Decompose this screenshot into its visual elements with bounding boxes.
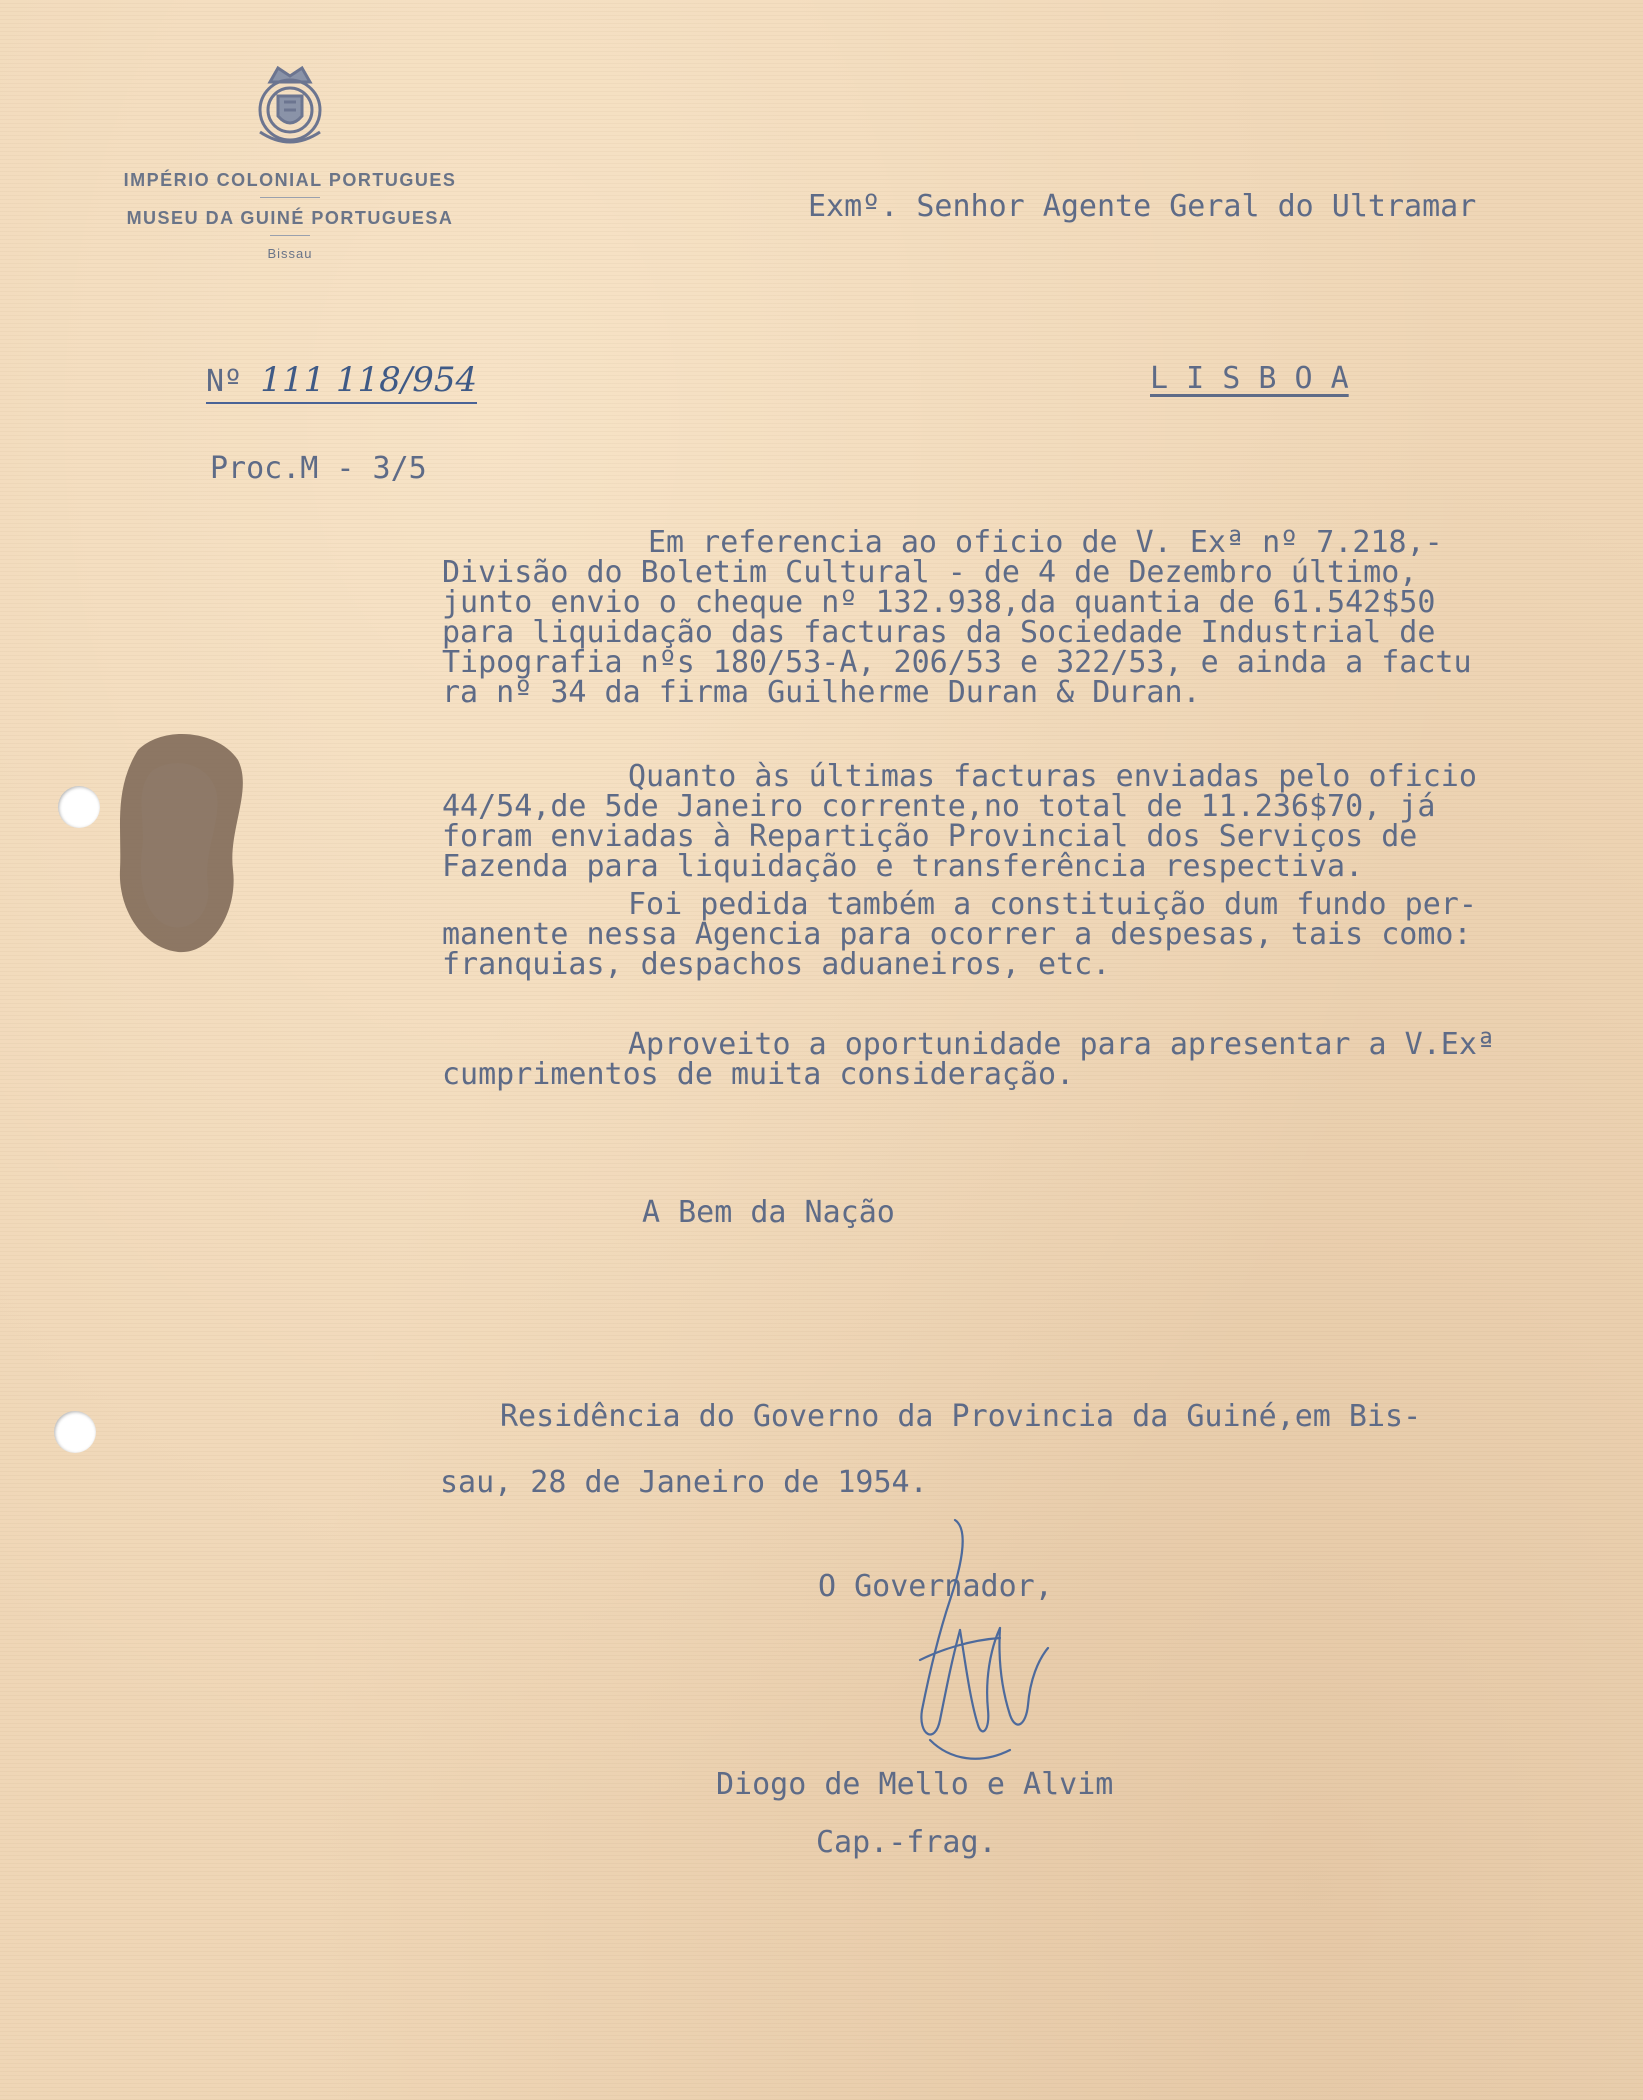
letterhead-divider xyxy=(260,197,320,198)
body-line: foram enviadas à Repartição Provincial dos Serviços de xyxy=(442,819,1418,854)
portuguese-coat-of-arms-icon xyxy=(250,60,330,152)
letterhead-line-museum: MUSEU DA GUINÉ PORTUGUESA xyxy=(126,208,454,228)
body-line: Tipografia nºs 180/53-A, 206/53 e 322/53, e ainda a factu xyxy=(442,645,1472,680)
closing-role: O Governador, xyxy=(818,1569,1053,1604)
punch-hole-bottom xyxy=(54,1411,96,1453)
paragraph-invoices xyxy=(442,759,1592,884)
body-line: Aproveito a oportunidade para apresentar a V.Exª xyxy=(628,1027,1495,1062)
addressee-title: Exmº. Senhor Agente Geral do Ultramar xyxy=(808,189,1477,224)
addressee-city: L I S B O A xyxy=(1150,361,1349,396)
reference-number-label: Nº xyxy=(206,364,243,399)
reference-number-handwritten: 111 118/954 xyxy=(260,360,478,400)
body-line: Em referencia ao oficio de V. Exª nº 7.218,- xyxy=(648,525,1443,560)
paper-stain xyxy=(108,720,253,960)
closing-place-line-1: Residência do Governo da Provincia da Guiné,em Bis- xyxy=(500,1399,1422,1434)
body-line: franquias, despachos aduaneiros, etc. xyxy=(442,947,1111,982)
body-line: Fazenda para liquidação e transferência respectiva. xyxy=(442,849,1364,884)
letterhead-divider xyxy=(270,235,310,236)
body-line: 44/54,de 5de Janeiro corrente,no total de 11.236$70, já xyxy=(442,789,1436,824)
paragraph-fund xyxy=(442,887,1592,982)
body-line: ra nº 34 da firma Guilherme Duran & Duran. xyxy=(442,675,1201,710)
signatory-rank: Cap.-frag. xyxy=(816,1825,997,1860)
body-line: para liquidação das facturas da Sociedade Industrial de xyxy=(442,615,1436,650)
letterhead xyxy=(60,60,520,261)
reference-number xyxy=(206,360,477,404)
process-reference: Proc.M - 3/5 xyxy=(210,451,427,486)
closing-place-line-2: sau, 28 de Janeiro de 1954. xyxy=(440,1465,928,1500)
body-line: cumprimentos de muita consideração. xyxy=(442,1057,1075,1092)
body-line: manente nessa Agencia para ocorrer a despesas, tais como: xyxy=(442,917,1472,952)
body-line: junto envio o cheque nº 132.938,da quantia de 61.542$50 xyxy=(442,585,1436,620)
paragraph-cheque xyxy=(442,525,1592,710)
body-line: Quanto às últimas facturas enviadas pelo oficio xyxy=(628,759,1477,794)
paragraph-greeting xyxy=(442,1027,1592,1092)
punch-hole-top xyxy=(58,786,100,828)
body-line: Divisão do Boletim Cultural - de 4 de Dezembro último, xyxy=(442,555,1418,590)
letterhead-line-empire: IMPÉRIO COLONIAL PORTUGUES xyxy=(123,170,457,190)
closing-motto: A Bem da Nação xyxy=(642,1195,895,1230)
body-line: Foi pedida também a constituição dum fundo per- xyxy=(628,887,1477,922)
letterhead-line-city: Bissau xyxy=(267,246,313,261)
handwritten-signature-icon xyxy=(860,1510,1070,1770)
signatory-name: Diogo de Mello e Alvim xyxy=(716,1767,1114,1802)
